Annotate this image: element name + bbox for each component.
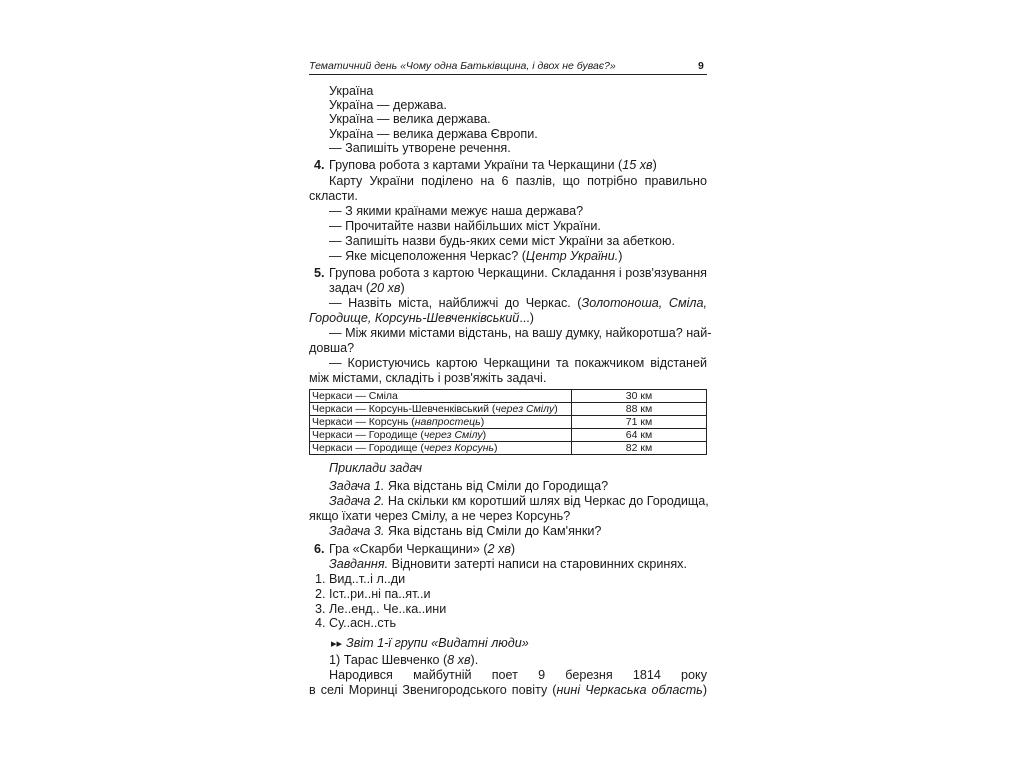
example-task: Задача 2. На скільки км коротший шлях від Черкас до Городища, <box>329 494 709 508</box>
task-title: задач (20 хв) <box>329 281 405 295</box>
question-line: — З якими країнами межує наша держава? <box>329 204 584 218</box>
text-line: Україна — велика держава Європи. <box>329 127 538 141</box>
table-row <box>310 442 707 455</box>
paragraph-line: в селі Моринці Звенигородського повіту (нині Черкаська область) <box>309 683 708 697</box>
text-line: Україна — держава. <box>329 98 447 112</box>
route-cell: Черкаси — Городище (через Смілу) <box>310 429 572 442</box>
task-number: 5. <box>314 266 325 280</box>
question-line: між містами, складіть і розв'яжіть задачі. <box>309 371 547 385</box>
distance-cell: 88 км <box>572 403 707 416</box>
task-title: Групова робота з картами України та Черкащини (15 хв) <box>329 158 657 172</box>
running-header-title: Тематичний день «Чому одна Батьківщина, і двох не буває?» <box>309 60 616 72</box>
assignment-line: Завдання. Відновити затерті написи на старовинних скринях. <box>329 557 687 571</box>
distance-cell: 64 км <box>572 429 707 442</box>
paragraph-line: Народився майбутній поет 9 березня 1814 року <box>329 668 707 682</box>
text-line: — Запишіть утворене речення. <box>329 141 511 155</box>
task-number: 4. <box>314 158 325 172</box>
question-line: — Назвіть міста, найближчі до Черкас. (Золотоноша, Сміла, <box>329 296 707 310</box>
task-number: 6. <box>314 542 325 556</box>
example-task: якщо їхати через Смілу, а не через Корсунь? <box>309 509 571 523</box>
distance-cell: 82 км <box>572 442 707 455</box>
task-title: Групова робота з картою Черкащини. Складання і розв'язування <box>329 266 707 280</box>
examples-heading: Приклади задач <box>329 461 423 475</box>
distance-cell: 30 км <box>572 390 707 403</box>
route-cell: Черкаси — Сміла <box>310 390 572 403</box>
question-line: — Яке місцеположення Черкас? (Центр України.) <box>329 249 623 263</box>
example-task: Задача 3. Яка відстань від Сміли до Кам'янки? <box>329 524 602 538</box>
table-row <box>310 403 707 416</box>
example-task: Задача 1. Яка відстань від Сміли до Городища? <box>329 479 609 493</box>
text-line: Україна <box>329 84 374 98</box>
route-cell: Черкаси — Корсунь (навпростець) <box>310 416 572 429</box>
double-arrow-icon: ▸▸ <box>331 638 343 650</box>
table-row <box>310 416 707 429</box>
table-row <box>310 429 707 442</box>
question-line: Городище, Корсунь-Шевченківський...) <box>309 311 535 325</box>
route-cell: Черкаси — Корсунь-Шевченківський (через Смілу) <box>310 403 572 416</box>
table-row <box>310 390 707 403</box>
paragraph-line: Карту України поділено на 6 пазлів, що потрібно правильно <box>329 174 707 188</box>
paragraph-line: скласти. <box>309 189 358 203</box>
distance-cell: 71 км <box>572 416 707 429</box>
report-subheading: 1) Тарас Шевченко (8 хв). <box>329 653 479 667</box>
header-rule <box>309 74 707 75</box>
task-title: Гра «Скарби Черкащини» (2 хв) <box>329 542 516 556</box>
question-line: — Прочитайте назви найбільших міст України. <box>329 219 601 233</box>
puzzle-item: 4. Су..асн..сть <box>315 616 397 630</box>
question-line: — Користуючись картою Черкащини та покажчиком відстаней <box>329 356 707 370</box>
puzzle-item: 1. Вид..т..і л..ди <box>315 572 406 586</box>
puzzle-item: 3. Ле..енд.. Че..ка..ини <box>315 602 447 616</box>
report-heading: Звіт 1-ї групи «Видатні люди» <box>346 636 529 650</box>
text-line: Україна — велика держава. <box>329 112 491 126</box>
question-line: — Між якими містами відстань, на вашу думку, найкоротша? най- <box>329 326 712 340</box>
question-line: довша? <box>309 341 355 355</box>
page-number: 9 <box>698 60 704 72</box>
question-line: — Запишіть назви будь-яких семи міст України за абеткою. <box>329 234 675 248</box>
puzzle-item: 2. Іст..ри..ні па..ят..и <box>315 587 431 601</box>
route-cell: Черкаси — Городище (через Корсунь) <box>310 442 572 455</box>
distance-table <box>309 389 707 455</box>
